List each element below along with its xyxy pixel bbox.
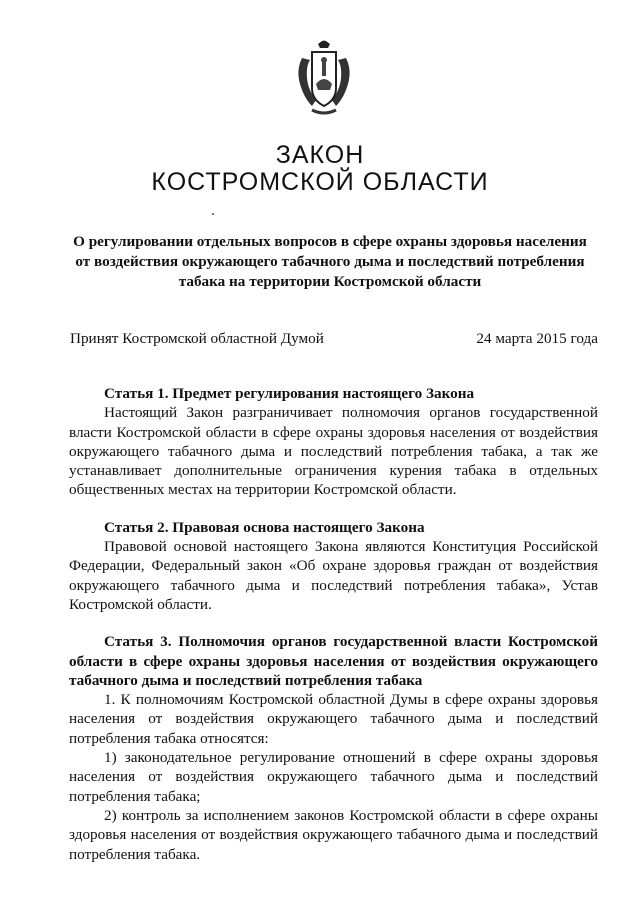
article-1-text: Настоящий Закон разграничивает полномочия органов государственной власти Костромской области в сфере охраны здоровья населения от воздействия окружающего табачного дыма и последствий потребления табака, а так же устанавливает дополнительные ограничения курения табака в отдельных общественных местах на территории Костромской области.: [69, 404, 598, 499]
law-subject: О регулировании отдельных вопросов в сфере охраны здоровья населения от воздействия окружающего табачного дыма и последствий потребления табака на территории Костромской области: [73, 233, 587, 290]
article-3-heading: Статья 3. Полномочия органов государственной власти Костромской области в сфере охраны здоровья населения от воздействия окружающего табачного дыма и последствий потребления табака: [69, 633, 598, 689]
article-2-heading: Статья 2. Правовая основа настоящего Закона: [104, 518, 425, 536]
adoption-line: [70, 330, 598, 348]
article-3-paragraph-1: 1. К полномочиям Костромской областной Думы в сфере охраны здоровья населения от воздействия окружающего табачного дыма и последствий потребления табака относятся:: [69, 691, 598, 747]
coat-of-arms-emblem: [294, 40, 354, 118]
article-2-text: Правовой основой настоящего Закона являются Конституция Российской Федерации, Федеральный закон «Об охране здоровья граждан от воздействия окружающего табачного дыма и последствий потребления табака», Устав Костромской области.: [69, 538, 598, 613]
scan-speck: [212, 213, 214, 215]
article-3-item-2: 2) контроль за исполнением законов Костромской области в сфере охраны здоровья населения от воздействия окружающего табачного дыма и последствий потребления табака.: [69, 806, 598, 863]
adopting-body: Принят Костромской областной Думой: [70, 330, 324, 347]
article-1-heading: Статья 1. Предмет регулирования настоящего Закона: [104, 385, 475, 402]
document-title: ЗАКОН: [275, 141, 365, 169]
law-body: [69, 384, 598, 864]
article-3-item-1: 1) законодательное регулирование отношений в сфере охраны здоровья населения от воздействия окружающего табачного дыма и последствий потребления табака;: [69, 749, 598, 805]
adoption-date: 24 марта 2015 года: [476, 330, 598, 347]
document-region-title: КОСТРОМСКОЙ ОБЛАСТИ: [151, 168, 489, 196]
